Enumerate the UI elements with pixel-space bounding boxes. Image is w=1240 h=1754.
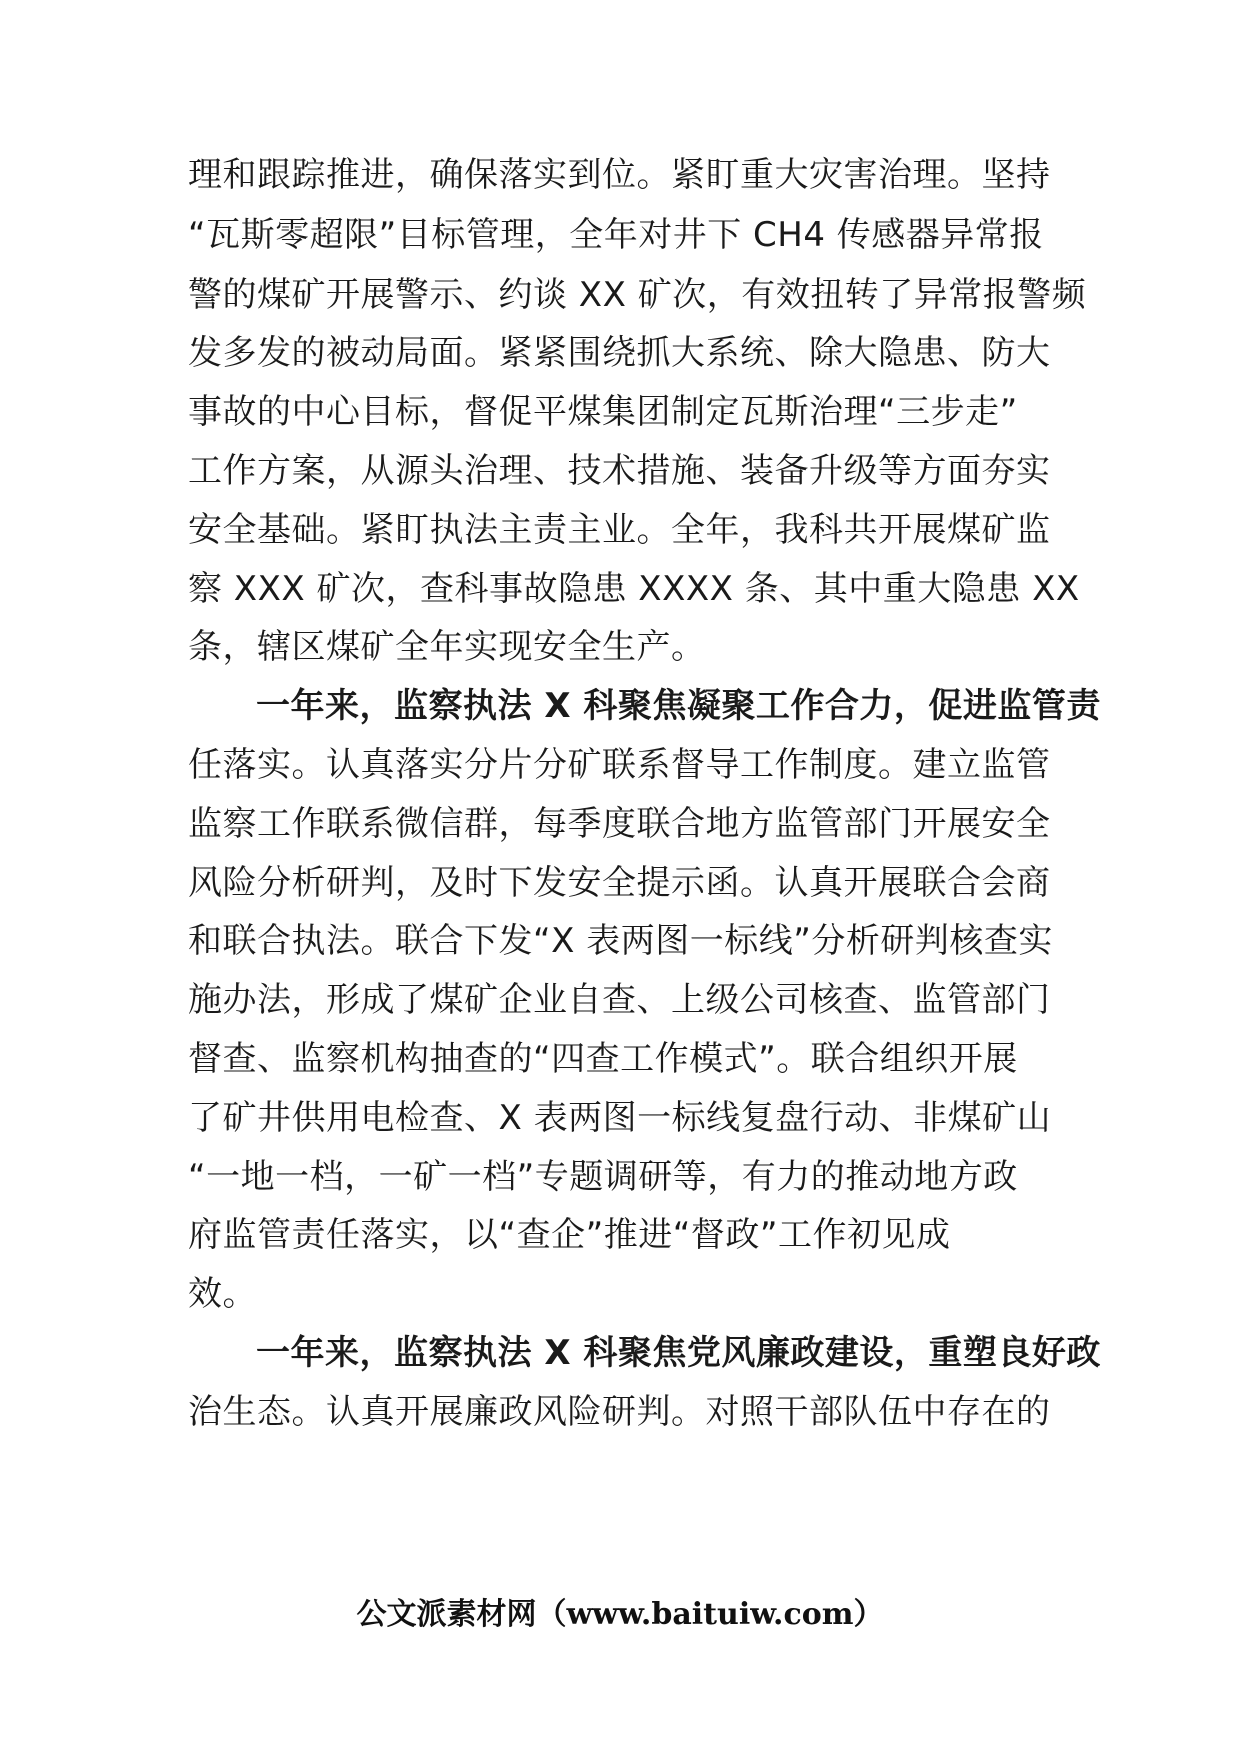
paragraph-lead-line [256,1323,1101,1383]
paragraph-lead-line [256,676,1101,736]
body-text-line: 条，辖区煤矿全年实现安全生产。 [188,627,706,667]
body-text-line: 效。 [188,1274,257,1314]
body-text-line: 了矿井供用电检查、X 表两图一标线复盘行动、非煤矿山 [188,1098,1052,1138]
body-text-line: 督查、监察机构抽查的“四查工作模式”。联合组织开展 [188,1039,1018,1079]
body-text-line: 发多发的被动局面。紧紧围绕抓大系统、除大隐患、防大 [188,333,1051,373]
body-text-line: 安全基础。紧盯执法主责主业。全年，我科共开展煤矿监 [188,510,1051,550]
body-text-line: 监察工作联系微信群，每季度联合地方监管部门开展安全 [188,804,1051,844]
body-text-line: 和联合执法。联合下发“X 表两图一标线”分析研判核查实 [188,921,1053,961]
body-text-line: 警的煤矿开展警示、约谈 XX 矿次，有效扭转了异常报警频 [188,275,1087,315]
body-text-line: 任落实。认真落实分片分矿联系督导工作制度。建立监管 [188,745,1051,785]
body-text-line: 工作方案，从源头治理、技术措施、装备升级等方面夯实 [188,451,1051,491]
body-text-line: 施办法，形成了煤矿企业自查、上级公司核查、监管部门 [188,980,1051,1020]
body-text-line: 府监管责任落实，以“查企”推进“督政”工作初见成 [188,1215,951,1255]
body-text-line: 察 XXX 矿次，查科事故隐患 XXXX 条、其中重大隐患 XX [188,569,1080,609]
body-text-line: 风险分析研判，及时下发安全提示函。认真开展联合会商 [188,863,1051,903]
body-text-line: “一地一档，一矿一档”专题调研等，有力的推动地方政 [188,1157,1018,1197]
body-text-line: “瓦斯零超限”目标管理，全年对井下 CH4 传感器异常报 [188,215,1044,255]
footer-source-text: 公文派素材网（www.baituiw.com） [356,1597,884,1632]
body-text-line: 事故的中心目标，督促平煤集团制定瓦斯治理“三步走” [188,392,1018,432]
paragraph-lead-sentence: 一年来，监察执法 X 科聚焦党风廉政建设，重塑良好政 [256,1333,1101,1373]
paragraph-lead-sentence: 一年来，监察执法 X 科聚焦凝聚工作合力，促进监管责 [256,686,1101,726]
body-text-line: 治生态。认真开展廉政风险研判。对照干部队伍中存在的 [188,1392,1051,1432]
body-text-line: 理和跟踪推进，确保落实到位。紧盯重大灾害治理。坚持 [188,155,1051,195]
